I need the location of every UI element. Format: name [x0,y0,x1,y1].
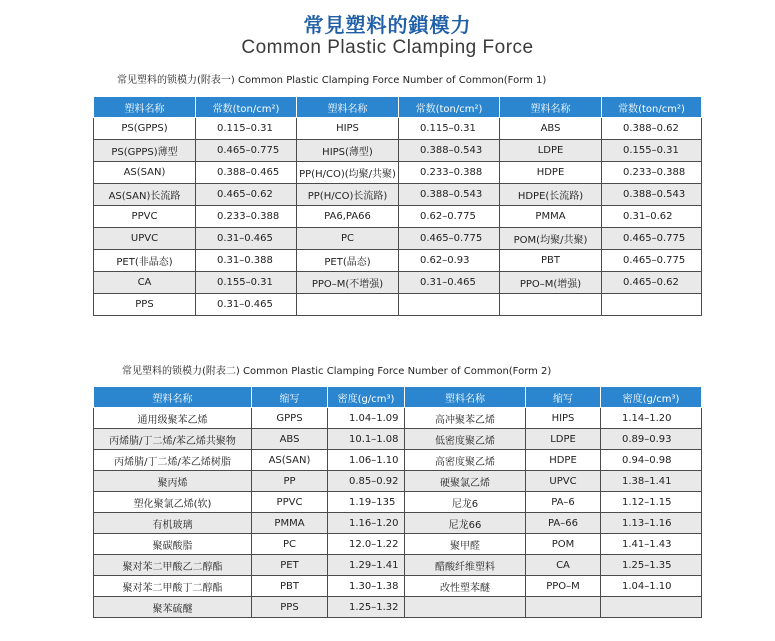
density-cell: 1.19–135 [328,492,405,513]
plastic-name-cell: 硬聚氯乙烯 [405,471,526,492]
abbreviation-cell [526,597,601,618]
table-row [94,162,702,184]
constant-cell: 0.465–0.62 [196,184,297,206]
abbreviation-cell: PP [252,471,328,492]
abbreviation-cell: AS(SAN) [252,450,328,471]
constant-cell: 0.465–0.775 [602,250,702,272]
constant-cell: 0.465–0.62 [602,272,702,294]
abbreviation-cell: HDPE [526,450,601,471]
plastic-name-cell [297,294,399,316]
column-header: 密度(g/cm³) [328,387,405,408]
density-cell: 0.89–0.93 [601,429,702,450]
plastic-name-cell: 聚碳酸脂 [94,534,252,555]
plastic-name-cell: POM(均聚/共聚) [500,228,602,250]
plastic-name-cell: PET(晶态) [297,250,399,272]
table1-caption: 常见塑料的锁模力(附表一) Common Plastic Clamping Force Number of Common(Form 1) [117,75,547,86]
table-row [94,140,702,162]
table-row [94,184,702,206]
abbreviation-cell: LDPE [526,429,601,450]
plastic-name-cell [405,597,526,618]
abbreviation-cell: HIPS [526,408,601,429]
column-header: 塑料名称 [94,387,252,408]
density-cell: 10.1–1.08 [328,429,405,450]
constant-cell: 0.233–0.388 [196,206,297,228]
plastic-name-cell: AS(SAN)长流路 [94,184,196,206]
abbreviation-cell: CA [526,555,601,576]
column-header: 塑料名称 [500,97,602,118]
table-row [94,597,702,618]
constant-cell: 0.31–0.465 [399,272,500,294]
plastic-name-cell: 聚对苯二甲酸乙二醇酯 [94,555,252,576]
constant-cell [399,294,500,316]
table-row [94,429,702,450]
plastic-name-cell: PPO–M(不增强) [297,272,399,294]
column-header: 常数(ton/cm²) [196,97,297,118]
plastic-name-cell: ABS [500,118,602,140]
density-cell: 12.0–1.22 [328,534,405,555]
constant-cell: 0.31–0.465 [196,228,297,250]
abbreviation-cell: POM [526,534,601,555]
table-row [94,250,702,272]
table-row [94,294,702,316]
column-header: 常数(ton/cm²) [602,97,702,118]
density-cell: 0.85–0.92 [328,471,405,492]
plastic-name-cell: PP(H/CO)(均聚/共聚) [297,162,399,184]
density-cell: 1.04–1.09 [328,408,405,429]
plastic-name-cell: 塑化聚氯乙烯(软) [94,492,252,513]
plastic-name-cell: 尼龙66 [405,513,526,534]
density-cell: 1.04–1.10 [601,576,702,597]
constant-cell: 0.115–0.31 [399,118,500,140]
density-cell: 0.94–0.98 [601,450,702,471]
plastic-name-cell: HIPS(薄型) [297,140,399,162]
constant-cell [602,294,702,316]
table-row [94,513,702,534]
density-cell: 1.30–1.38 [328,576,405,597]
plastic-name-cell: PPS [94,294,196,316]
density-cell: 1.16–1.20 [328,513,405,534]
density-cell: 1.06–1.10 [328,450,405,471]
density-table [93,386,702,618]
density-cell [601,597,702,618]
constant-cell: 0.62–0.93 [399,250,500,272]
abbreviation-cell: PBT [252,576,328,597]
table-row [94,471,702,492]
plastic-name-cell: PBT [500,250,602,272]
plastic-name-cell: PP(H/CO)长流路) [297,184,399,206]
table-row [94,576,702,597]
plastic-name-cell: 通用级聚苯乙烯 [94,408,252,429]
column-header: 缩写 [252,387,328,408]
plastic-name-cell [500,294,602,316]
constant-cell: 0.31–0.388 [196,250,297,272]
column-header: 常数(ton/cm²) [399,97,500,118]
table-row [94,492,702,513]
constant-cell: 0.388–0.543 [602,184,702,206]
table-row [94,534,702,555]
plastic-name-cell: PS(GPPS)薄型 [94,140,196,162]
constant-cell: 0.155–0.31 [196,272,297,294]
plastic-name-cell: 改性塑苯醚 [405,576,526,597]
page-subtitle: Common Plastic Clamping Force [241,37,534,58]
abbreviation-cell: PMMA [252,513,328,534]
column-header: 缩写 [526,387,601,408]
plastic-name-cell: 醋酸纤维塑料 [405,555,526,576]
abbreviation-cell: PA–66 [526,513,601,534]
constant-cell: 0.155–0.31 [602,140,702,162]
abbreviation-cell: PET [252,555,328,576]
constant-cell: 0.31–0.62 [602,206,702,228]
constant-cell: 0.465–0.775 [602,228,702,250]
plastic-name-cell: 聚苯硫醚 [94,597,252,618]
plastic-name-cell: AS(SAN) [94,162,196,184]
constant-cell: 0.388–0.543 [399,184,500,206]
abbreviation-cell: PA–6 [526,492,601,513]
abbreviation-cell: ABS [252,429,328,450]
plastic-name-cell: HIPS [297,118,399,140]
plastic-name-cell: PET(非晶态) [94,250,196,272]
plastic-name-cell: LDPE [500,140,602,162]
abbreviation-cell: UPVC [526,471,601,492]
constant-cell: 0.388–0.543 [399,140,500,162]
density-cell: 1.14–1.20 [601,408,702,429]
abbreviation-cell: PC [252,534,328,555]
plastic-name-cell: HDPE(长流路) [500,184,602,206]
table-row [94,206,702,228]
table-row [94,555,702,576]
plastic-name-cell: HDPE [500,162,602,184]
table-row [94,228,702,250]
plastic-name-cell: PA6,PA66 [297,206,399,228]
plastic-name-cell: CA [94,272,196,294]
constant-cell: 0.115–0.31 [196,118,297,140]
constant-cell: 0.31–0.465 [196,294,297,316]
plastic-name-cell: 丙烯腈/丁二烯/苯乙烯树脂 [94,450,252,471]
abbreviation-cell: GPPS [252,408,328,429]
constant-cell: 0.233–0.388 [399,162,500,184]
plastic-name-cell: 高冲聚苯乙烯 [405,408,526,429]
column-header: 密度(g/cm³) [601,387,702,408]
plastic-name-cell: PPO–M(增强) [500,272,602,294]
plastic-name-cell: UPVC [94,228,196,250]
clamping-force-table [93,96,702,316]
table-header-row [94,97,702,118]
plastic-name-cell: PPVC [94,206,196,228]
density-cell: 1.25–1.32 [328,597,405,618]
density-cell: 1.29–1.41 [328,555,405,576]
constant-cell: 0.388–0.62 [602,118,702,140]
density-cell: 1.25–1.35 [601,555,702,576]
plastic-name-cell: 聚对苯二甲酸丁二醇酯 [94,576,252,597]
plastic-name-cell: 聚丙烯 [94,471,252,492]
abbreviation-cell: PPS [252,597,328,618]
plastic-name-cell: 低密度聚乙烯 [405,429,526,450]
abbreviation-cell: PPVC [252,492,328,513]
constant-cell: 0.465–0.775 [196,140,297,162]
plastic-name-cell: PC [297,228,399,250]
plastic-name-cell: 尼龙6 [405,492,526,513]
plastic-name-cell: PMMA [500,206,602,228]
constant-cell: 0.465–0.775 [399,228,500,250]
density-cell: 1.38–1.41 [601,471,702,492]
constant-cell: 0.388–0.465 [196,162,297,184]
density-cell: 1.13–1.16 [601,513,702,534]
column-header: 塑料名称 [405,387,526,408]
table2-caption: 常见塑料的锁模力(附表二) Common Plastic Clamping Force Number of Common(Form 2) [122,366,552,377]
plastic-name-cell: 丙烯腈/丁二烯/苯乙烯共聚物 [94,429,252,450]
column-header: 塑料名称 [94,97,196,118]
plastic-name-cell: 有机玻璃 [94,513,252,534]
page-title: 常見塑料的鎖模力 [303,13,472,37]
table-row [94,408,702,429]
table-row [94,450,702,471]
table-row [94,272,702,294]
column-header: 塑料名称 [297,97,399,118]
table-header-row [94,387,702,408]
plastic-name-cell: 聚甲醛 [405,534,526,555]
density-cell: 1.41–1.43 [601,534,702,555]
constant-cell: 0.62–0.775 [399,206,500,228]
constant-cell: 0.233–0.388 [602,162,702,184]
table-row [94,118,702,140]
plastic-name-cell: PS(GPPS) [94,118,196,140]
abbreviation-cell: PPO–M [526,576,601,597]
density-cell: 1.12–1.15 [601,492,702,513]
plastic-name-cell: 高密度聚乙烯 [405,450,526,471]
